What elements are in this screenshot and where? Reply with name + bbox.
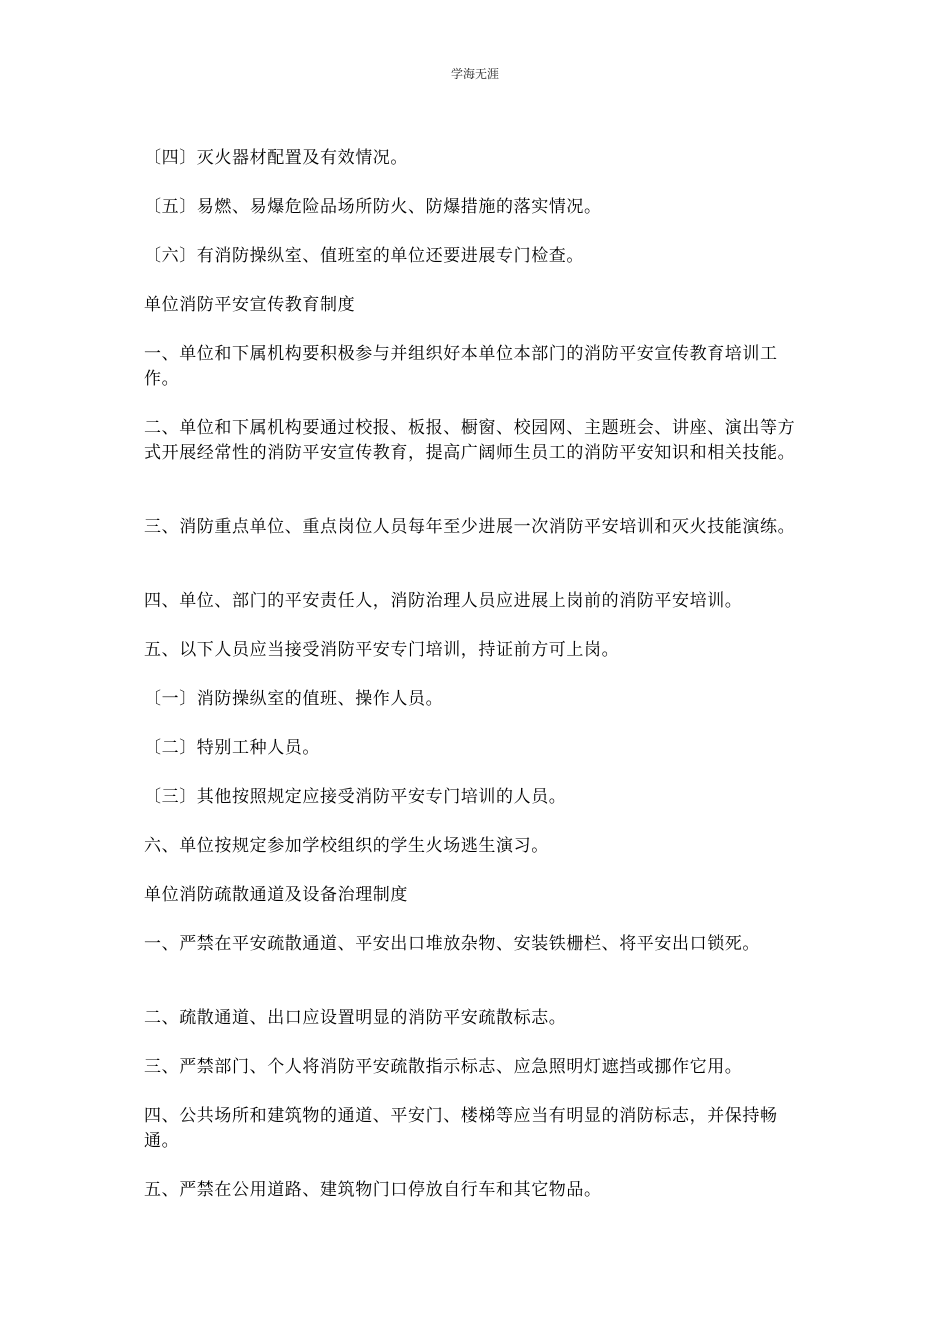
paragraph: 三、消防重点单位、重点岗位人员每年至少进展一次消防平安培训和灭火技能演练。 — [144, 517, 796, 537]
paragraph: 五、严禁在公用道路、建筑物门口停放自行车和其它物品。 — [144, 1180, 602, 1200]
paragraph: 〔四〕灭火器材配置及有效情况。 — [144, 148, 408, 168]
paragraph: 四、单位、部门的平安责任人，消防治理人员应进展上岗前的消防平安培训。 — [144, 591, 743, 611]
paragraph: 〔五〕易燃、易爆危险品场所防火、防爆措施的落实情况。 — [144, 197, 602, 217]
page-header: 学海无涯 — [450, 67, 499, 81]
paragraph: 五、以下人员应当接受消防平安专门培训，持证前方可上岗。 — [144, 640, 620, 660]
paragraph: 四、公共场所和建筑物的通道、平安门、楼梯等应当有明显的消防标志，并保持畅通。 — [144, 1106, 778, 1151]
paragraph: 〔六〕有消防操纵室、值班室的单位还要进展专门检查。 — [144, 246, 584, 266]
paragraph: 一、严禁在平安疏散通道、平安出口堆放杂物、安装铁栅栏、将平安出口锁死。 — [144, 934, 760, 954]
paragraph: 六、单位按规定参加学校组织的学生火场逃生演习。 — [144, 836, 549, 856]
paragraph: 一、单位和下属机构要积极参与并组织好本单位本部门的消防平安宣传教育培训工作。 — [144, 344, 778, 389]
paragraph: 三、严禁部门、个人将消防平安疏散指示标志、应急照明灯遮挡或挪作它用。 — [144, 1057, 743, 1077]
section-heading: 单位消防疏散通道及设备治理制度 — [144, 885, 408, 905]
section-heading: 单位消防平安宣传教育制度 — [144, 295, 356, 315]
paragraph: 〔二〕特别工种人员。 — [144, 738, 320, 758]
paragraph: 〔一〕消防操纵室的值班、操作人员。 — [144, 689, 444, 709]
paragraph: 二、单位和下属机构要通过校报、板报、橱窗、校园网、主题班会、讲座、演出等方式开展经常性的消防平安宣传教育，提高广阔师生员工的消防平安知识和相关技能。 — [144, 418, 796, 463]
paragraph: 二、疏散通道、出口应设置明显的消防平安疏散标志。 — [144, 1008, 567, 1028]
document-body — [144, 146, 804, 1227]
paragraph: 〔三〕其他按照规定应接受消防平安专门培训的人员。 — [144, 787, 567, 807]
